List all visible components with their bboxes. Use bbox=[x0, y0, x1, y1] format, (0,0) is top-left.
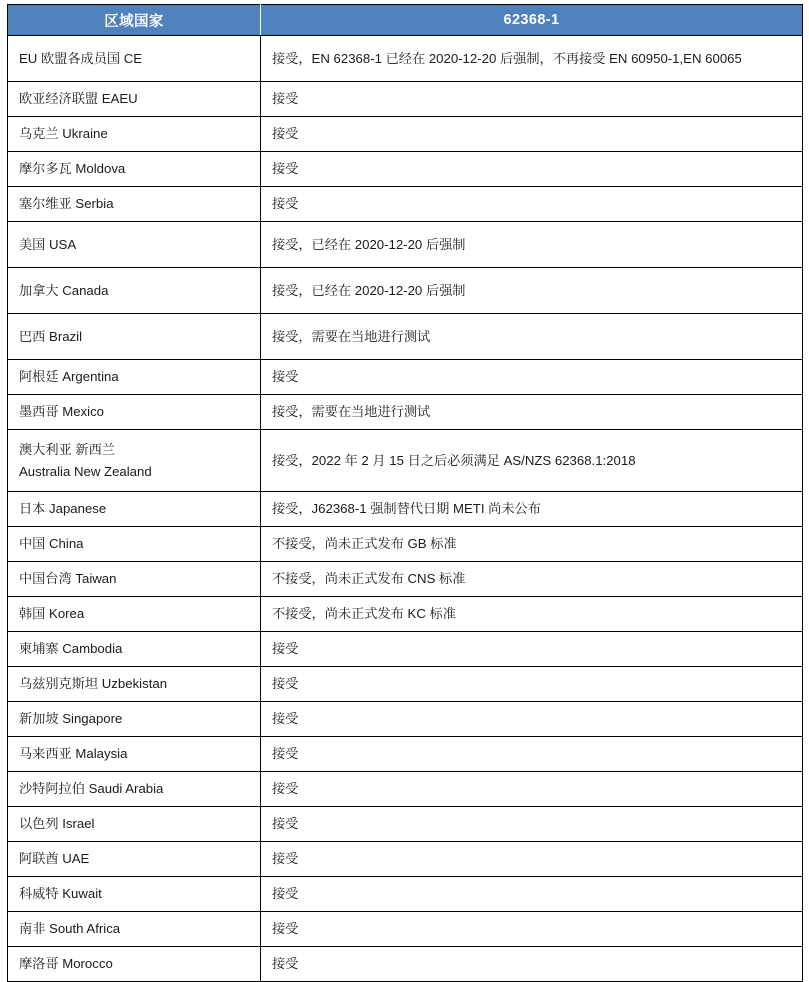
region-name-primary: 塞尔维亚 Serbia bbox=[19, 196, 114, 212]
cell-standard-status bbox=[261, 772, 803, 807]
table-row bbox=[8, 36, 803, 82]
cell-region bbox=[8, 562, 261, 597]
standard-status-text: 接受 bbox=[272, 161, 299, 177]
cell-region bbox=[8, 947, 261, 982]
standard-status-text: 接受，需要在当地进行测试 bbox=[272, 404, 431, 420]
cell-standard-status bbox=[261, 430, 803, 492]
cell-standard-status bbox=[261, 492, 803, 527]
cell-standard-status bbox=[261, 877, 803, 912]
cell-region bbox=[8, 360, 261, 395]
standard-status-text: 接受 bbox=[272, 816, 299, 832]
cell-region bbox=[8, 36, 261, 82]
cell-standard-status bbox=[261, 947, 803, 982]
table-row bbox=[8, 632, 803, 667]
table-row bbox=[8, 395, 803, 430]
region-name-primary: 欧亚经济联盟 EAEU bbox=[19, 91, 138, 107]
standard-status-text: 接受，EN 62368-1 已经在 2020-12-20 后强制，不再接受 EN 60950-1,EN 60065 bbox=[272, 50, 742, 66]
cell-standard-status bbox=[261, 842, 803, 877]
cell-standard-status bbox=[261, 912, 803, 947]
table-row bbox=[8, 430, 803, 492]
region-name-primary: 阿根廷 Argentina bbox=[19, 369, 119, 385]
table-row bbox=[8, 807, 803, 842]
standard-status-text: 接受 bbox=[272, 851, 299, 867]
table-row bbox=[8, 268, 803, 314]
table-row bbox=[8, 314, 803, 360]
cell-standard-status bbox=[261, 597, 803, 632]
cell-standard-status bbox=[261, 395, 803, 430]
cell-standard-status bbox=[261, 82, 803, 117]
region-name-primary: EU 欧盟各成员国 CE bbox=[19, 50, 143, 66]
cell-region bbox=[8, 737, 261, 772]
cell-standard-status bbox=[261, 152, 803, 187]
region-name-primary: 阿联酋 UAE bbox=[19, 851, 90, 867]
cell-standard-status bbox=[261, 360, 803, 395]
standard-status-text: 接受 bbox=[272, 921, 299, 937]
region-name-primary: 摩尔多瓦 Moldova bbox=[19, 161, 126, 177]
standard-status-text: 接受 bbox=[272, 676, 299, 692]
standard-status-text: 不接受，尚未正式发布 GB 标准 bbox=[272, 536, 457, 552]
standard-status-text: 接受 bbox=[272, 91, 299, 107]
table-row bbox=[8, 667, 803, 702]
table-header-row bbox=[8, 5, 803, 36]
cell-standard-status bbox=[261, 807, 803, 842]
region-name-primary: 澳大利亚 新西兰 bbox=[19, 441, 115, 457]
cell-standard-status bbox=[261, 36, 803, 82]
table-body bbox=[8, 36, 803, 982]
region-name-primary: 韩国 Korea bbox=[19, 606, 85, 622]
cell-region bbox=[8, 877, 261, 912]
table-row bbox=[8, 527, 803, 562]
cell-standard-status bbox=[261, 314, 803, 360]
cell-region bbox=[8, 222, 261, 268]
standard-status-text: 接受 bbox=[272, 711, 299, 727]
standard-status-text: 接受 bbox=[272, 781, 299, 797]
cell-standard-status bbox=[261, 268, 803, 314]
standard-status-text: 接受 bbox=[272, 369, 299, 385]
table-row bbox=[8, 117, 803, 152]
cell-region bbox=[8, 430, 261, 492]
cell-region bbox=[8, 117, 261, 152]
region-name-primary: 中国台湾 Taiwan bbox=[19, 571, 117, 587]
region-name-primary: 美国 USA bbox=[19, 236, 77, 252]
cell-region bbox=[8, 597, 261, 632]
cell-standard-status bbox=[261, 187, 803, 222]
standard-status-text: 不接受，尚未正式发布 CNS 标准 bbox=[272, 571, 466, 587]
region-name-primary: 巴西 Brazil bbox=[19, 328, 83, 344]
table-row bbox=[8, 772, 803, 807]
table-header bbox=[8, 5, 803, 36]
table-row bbox=[8, 222, 803, 268]
cell-region bbox=[8, 667, 261, 702]
standard-status-text: 接受 bbox=[272, 886, 299, 902]
cell-region bbox=[8, 912, 261, 947]
cell-standard-status bbox=[261, 562, 803, 597]
standard-status-text: 接受，J62368-1 强制替代日期 METI 尚未公布 bbox=[272, 501, 541, 517]
region-name-primary: 乌兹别克斯坦 Uzbekistan bbox=[19, 676, 168, 692]
cell-standard-status bbox=[261, 667, 803, 702]
cell-region bbox=[8, 807, 261, 842]
column-header-region: 区域国家 bbox=[8, 5, 261, 36]
standard-status-text: 接受 bbox=[272, 641, 299, 657]
table-row bbox=[8, 842, 803, 877]
cell-region bbox=[8, 492, 261, 527]
cell-standard-status bbox=[261, 117, 803, 152]
table-row bbox=[8, 912, 803, 947]
cell-region bbox=[8, 268, 261, 314]
cell-region bbox=[8, 314, 261, 360]
cell-region bbox=[8, 152, 261, 187]
table-row bbox=[8, 562, 803, 597]
standard-status-text: 接受，已经在 2020-12-20 后强制 bbox=[272, 282, 466, 298]
cell-standard-status bbox=[261, 222, 803, 268]
region-name-primary: 日本 Japanese bbox=[19, 501, 107, 517]
cell-standard-status bbox=[261, 702, 803, 737]
column-header-standard: 62368-1 bbox=[261, 5, 803, 36]
table-row bbox=[8, 152, 803, 187]
cell-standard-status bbox=[261, 527, 803, 562]
standard-status-text: 接受 bbox=[272, 746, 299, 762]
region-name-secondary: Australia New Zealand bbox=[19, 464, 152, 479]
cell-region bbox=[8, 702, 261, 737]
region-name-primary: 南非 South Africa bbox=[19, 921, 121, 937]
region-name-primary: 沙特阿拉伯 Saudi Arabia bbox=[19, 781, 164, 797]
standard-status-text: 接受 bbox=[272, 196, 299, 212]
standard-status-text: 接受 bbox=[272, 126, 299, 142]
cell-region bbox=[8, 632, 261, 667]
table-row bbox=[8, 187, 803, 222]
cell-region bbox=[8, 187, 261, 222]
region-name-primary: 科威特 Kuwait bbox=[19, 886, 102, 902]
standard-status-text: 不接受，尚未正式发布 KC 标准 bbox=[272, 606, 456, 622]
region-name-primary: 乌克兰 Ukraine bbox=[19, 126, 108, 142]
table-row bbox=[8, 492, 803, 527]
cell-standard-status bbox=[261, 632, 803, 667]
cell-region bbox=[8, 772, 261, 807]
region-name-primary: 马来西亚 Malaysia bbox=[19, 746, 128, 762]
cell-standard-status bbox=[261, 737, 803, 772]
table-row bbox=[8, 597, 803, 632]
standard-status-text: 接受，已经在 2020-12-20 后强制 bbox=[272, 236, 466, 252]
region-name-primary: 中国 China bbox=[19, 536, 84, 552]
table-row bbox=[8, 360, 803, 395]
table-row bbox=[8, 877, 803, 912]
region-name-primary: 墨西哥 Mexico bbox=[19, 404, 104, 420]
region-name-primary: 加拿大 Canada bbox=[19, 282, 109, 298]
standard-status-text: 接受，2022 年 2 月 15 日之后必须满足 AS/NZS 62368.1:2018 bbox=[272, 452, 636, 468]
cell-region bbox=[8, 527, 261, 562]
region-name-primary: 柬埔寨 Cambodia bbox=[19, 641, 123, 657]
table-row bbox=[8, 702, 803, 737]
standard-status-text: 接受 bbox=[272, 956, 299, 972]
table-row bbox=[8, 737, 803, 772]
table-row bbox=[8, 947, 803, 982]
cell-region bbox=[8, 395, 261, 430]
country-standard-table bbox=[7, 4, 803, 982]
region-name-primary: 新加坡 Singapore bbox=[19, 711, 123, 727]
standard-status-text: 接受，需要在当地进行测试 bbox=[272, 328, 431, 344]
cell-region bbox=[8, 842, 261, 877]
cell-region bbox=[8, 82, 261, 117]
table-row bbox=[8, 82, 803, 117]
region-name-primary: 以色列 Israel bbox=[19, 816, 95, 832]
region-name-primary: 摩洛哥 Morocco bbox=[19, 956, 113, 972]
